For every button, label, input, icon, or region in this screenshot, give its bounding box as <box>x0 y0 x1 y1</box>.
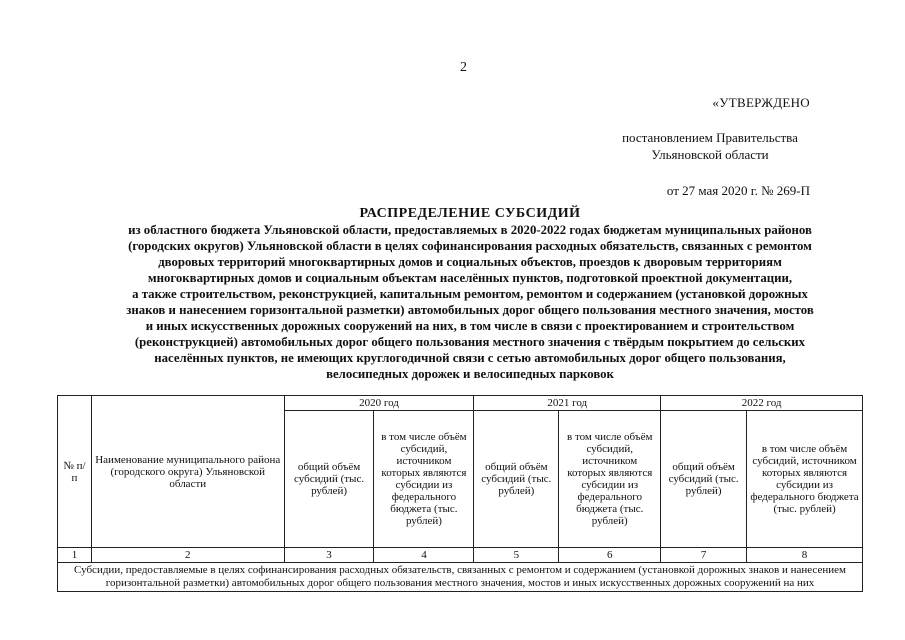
column-number: 7 <box>661 548 747 563</box>
header-year-2022: 2022 год <box>661 396 863 411</box>
heading-line: знаков и нанесением горизонтальной разметки) автомобильных дорог общего пользования местного значения, мостов <box>126 303 814 317</box>
column-number: 1 <box>58 548 92 563</box>
column-number: 2 <box>91 548 284 563</box>
approval-stamp <box>610 94 810 199</box>
header-federal-2020: в том числе объём субсидий, источником которых являются субсидии из федерального бюджета (тыс. рублей) <box>374 411 474 548</box>
heading-line: дворовых территорий многоквартирных домов и социальных объектов, проездов к дворовым территориям <box>158 255 782 269</box>
approval-line-1: постановлением Правительства <box>622 130 798 145</box>
header-federal-2021: в том числе объём субсидий, источником которых являются субсидии из федерального бюджета (тыс. рублей) <box>559 411 661 548</box>
header-year-2020: 2020 год <box>284 396 474 411</box>
section-title-row: Субсидии, предоставляемые в целях софинансирования расходных обязательств, связанных с ремонтом и содержанием (установкой дорожных знаков и нанесением горизонтальной разметки) автомобильных дорог общего пользования местного значения, мостов и иных искусственных дорожных сооружений на них <box>58 563 863 592</box>
column-number: 5 <box>474 548 559 563</box>
column-number: 6 <box>559 548 661 563</box>
subsidy-table <box>57 395 863 592</box>
heading-line: многоквартирных домов и социальным объектам населённых пунктов, подготовкой проектной документации, <box>147 271 793 285</box>
document-heading <box>40 206 900 382</box>
header-year-2021: 2021 год <box>474 396 661 411</box>
heading-line: из областного бюджета Ульяновской области, предоставляемых в 2020-2022 годах бюджетам муниципальных районов <box>128 223 812 237</box>
heading-line: (реконструкцией) автомобильных дорог общего пользования местного значения с твёрдым покрытием до сельских <box>134 335 806 349</box>
column-number: 8 <box>747 548 863 563</box>
page-number: 2 <box>460 60 467 75</box>
heading-line: (городских округов) Ульяновской области в целях софинансирования расходных обязательств, связанных с ремонтом <box>128 239 812 253</box>
header-total-2022: общий объём субсидий (тыс. рублей) <box>661 411 747 548</box>
approval-line-2: Ульяновской области <box>651 147 769 162</box>
heading-line: а также строительством, реконструкцией, капитальным ремонтом, ремонтом и содержанием (установкой дорожных <box>132 287 808 301</box>
approval-title: «УТВЕРЖДЕНО <box>712 95 810 110</box>
header-federal-2022: в том числе объём субсидий, источником которых являются субсидии из федерального бюджета (тыс. рублей) <box>747 411 863 548</box>
document-title: РАСПРЕДЕЛЕНИЕ СУБСИДИЙ <box>359 206 581 221</box>
approval-date: от 27 мая 2020 г. № 269-П <box>666 183 810 198</box>
heading-line: велосипедных дорожек и велосипедных парковок <box>326 367 614 381</box>
heading-line: и иных искусственных дорожных сооружений на них, в том числе в связи с проектированием и строительством <box>145 319 795 333</box>
header-total-2020: общий объём субсидий (тыс. рублей) <box>284 411 374 548</box>
heading-line: населённых пунктов, не имеющих круглогодичной связи с сетью автомобильных дорог общего пользования, <box>154 351 786 365</box>
column-number: 3 <box>284 548 374 563</box>
header-municipality: Наименование муниципального района (городского округа) Ульяновской области <box>91 396 284 548</box>
column-number: 4 <box>374 548 474 563</box>
header-num: № п/п <box>58 396 92 548</box>
header-total-2021: общий объём субсидий (тыс. рублей) <box>474 411 559 548</box>
